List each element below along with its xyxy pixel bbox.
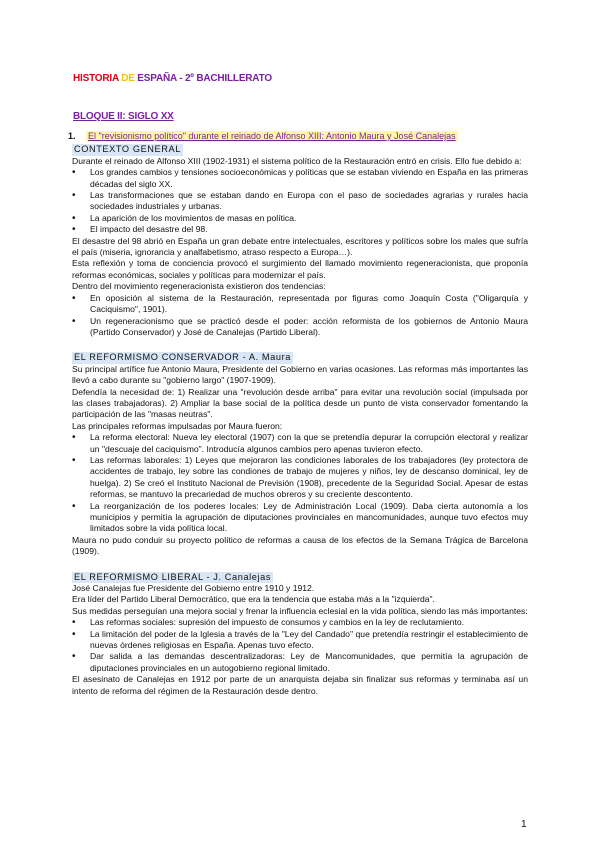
list-item: • Dar salida a las demandas descentralizadoras: Ley de Mancomunidades, que permitía la agrupación de diputaciones provinciales en un autogobierno regional limitado. <box>90 651 528 674</box>
list-item: • La limitación del poder de la Iglesia a través de la "Ley del Candado" que pretendía restringir el establecimiento de nuevas órdenes religiosas en España. Apenas tuvo efecto. <box>90 629 528 652</box>
list-item: • La reorganización de los poderes locales: Ley de Administración Local (1909). Daba cierta autonomía a los municipios y permitía la agrupación de diputaciones provinciales en mancomunidades, aunque tuvo efectos muy limitados sobre la vida política local. <box>90 501 528 535</box>
document-title <box>73 73 272 84</box>
list-item: • En oposición al sistema de la Restauración, representada por figuras como Joaquín Costa ("Oligarquía y Caciquismo", 1901). <box>90 293 528 316</box>
list-item: • Las reformas sociales: supresión del impuesto de consumos y cambios en la ley de reclutamiento. <box>90 617 528 628</box>
reformas-list <box>68 432 528 535</box>
paragraph: El desastre del 98 abrió en España un gran debate entre intelectuales, escritores y políticos sobre los males que sufría el país (miseria, ignorancia y analfabetismo, atraso respecto a Europa…). <box>72 235 528 258</box>
list-item: • Los grandes cambios y tensiones socioeconómicas y políticas que se estaban viviendo en España en las primeras décadas del siglo XX. <box>90 167 528 190</box>
paragraph: El asesinato de Canalejas en 1912 por parte de un anarquista dejaba sin finalizar sus reformas y terminaba así un intento de reforma del régimen de la Restauración desde dentro. <box>72 674 528 696</box>
list-item: • La aparición de los movimientos de masas en política. <box>90 213 528 224</box>
list-item: • Las transformaciones que se estaban dando en Europa con el paso de sociedades agrarias y rurales hacia sociedades industriales y urbanas. <box>90 190 528 213</box>
paragraph: Esta reflexión y toma de conciencia provocó el surgimiento del llamado movimiento regeneracionista, que proponía reformas económicas, sociales y políticas para modernizar el país. <box>72 258 528 280</box>
block-title: BLOQUE II: SIGLO XX <box>73 111 174 122</box>
list-item: • La reforma electoral: Nueva ley electoral (1907) con la que se pretendía depurar la corrupción electoral y realizar un "descuaje del caciquismo". Introducía algunos cambios pero apenas tuvieron efecto. <box>90 432 528 455</box>
section-number: 1. <box>68 131 76 141</box>
list-item: • El impacto del desastre del 98. <box>90 224 528 235</box>
medidas-list <box>68 617 528 674</box>
title-part-de: DE <box>118 73 138 84</box>
paragraph: Durante el reinado de Alfonso XIII (1902-1931) el sistema político de la Restauración entró en crisis. Ello fue debido a: <box>72 155 522 166</box>
subheading-liberal: EL REFORMISMO LIBERAL - J. Canalejas <box>74 571 272 582</box>
subheading-conservador: EL REFORMISMO CONSERVADOR - A. Maura <box>74 352 291 363</box>
section-title: El "revisionismo político" durante el reinado de Alfonso XIII: Antonio Maura y José Canalejas <box>88 131 456 141</box>
paragraph: Dentro del movimiento regeneracionista existieron dos tendencias: <box>72 281 326 292</box>
paragraph: Maura no pudo conduir su proyecto político de reformas a causa de los efectos de la Semana Trágica de Barcelona (1909). <box>72 534 528 557</box>
page-number: 1 <box>521 819 527 830</box>
subheading-contexto: CONTEXTO GENERAL <box>74 144 181 155</box>
paragraph: Su principal artífice fue Antonio Maura, Presidente del Gobierno en varias ocasiones. Las reformas más importantes las llevó a cabo durante su "gobierno largo" (1907-1909). <box>72 363 528 386</box>
title-part-espana: ESPAÑA - 2º BACHILLERATO <box>137 73 272 84</box>
list-item: • Las reformas laborales: 1) Leyes que mejoraron las condiciones laborales de los trabajadores (ley protectora de accidentes de trabajo, ley sobre las condiones de trabajo de mujeres y niños, ley de descanso dominical, ley de huelga). 2) Se creó el Instituto Nacional de Previsión (1908), precedente de la Seguridad Social. Apesar de estas reformas, se mantuvo la precariedad de muchos obreros y su creciente descontento. <box>90 455 528 501</box>
tendencias-list <box>68 293 528 339</box>
list-item: • Un regeneracionismo que se practicó desde el poder: acción reformista de los gobiernos de Antonio Maura (Partido Conservador) y José de Canalejas (Partido Liberal). <box>90 316 528 339</box>
document-body <box>68 131 528 697</box>
paragraph: José Canalejas fue Presidente del Gobierno entre 1910 y 1912. <box>72 583 315 594</box>
paragraph: Las principales reformas impulsadas por Maura fueron: <box>72 420 283 431</box>
paragraph: Defendía la necesidad de: 1) Realizar una "revolución desde arriba" para evitar una revolución social (impulsada por las clases trabajadoras). 2) Ampliar la base social de la política desde un punto de vista conservador fomentando la participación de las "masas neutras". <box>72 386 528 420</box>
paragraph: Sus medidas perseguían una mejora social y frenar la influencia eclesial en la vida política, siendo las más importantes: <box>72 605 528 616</box>
title-part-historia: HISTORIA <box>73 73 119 84</box>
paragraph: Era líder del Partido Liberal Democrático, que era la tendencia que estaba más a la "izquierda". <box>72 594 435 605</box>
section-heading <box>68 131 528 142</box>
causes-list <box>68 167 528 235</box>
